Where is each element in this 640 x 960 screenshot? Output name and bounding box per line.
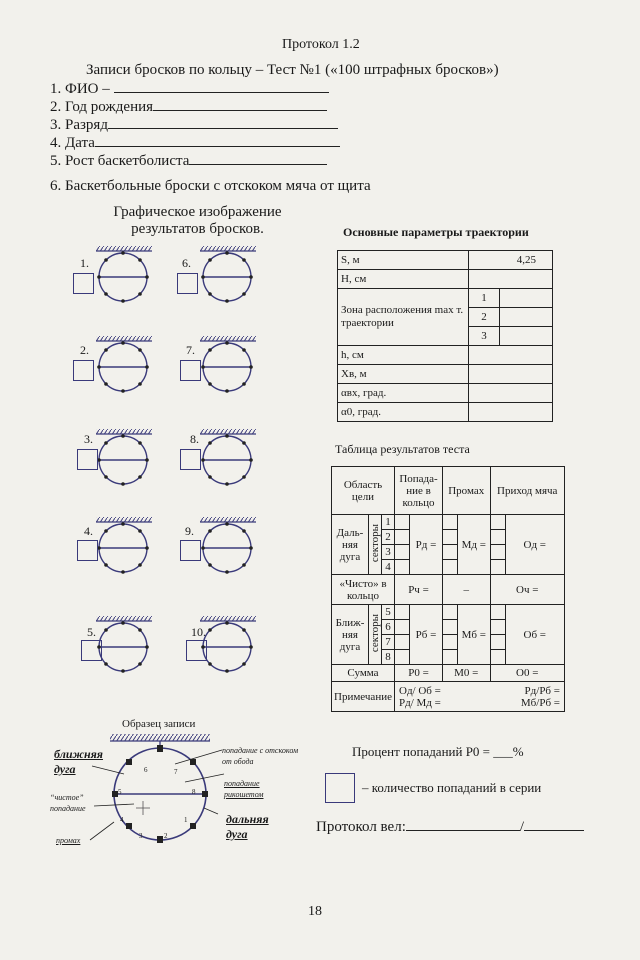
param-avx-value[interactable]: [469, 384, 553, 403]
sample-ricochet: попадание рикошетом: [224, 779, 264, 799]
sample-miss: промах: [56, 836, 81, 845]
ratio-mp: Mб/Pб =: [520, 696, 560, 709]
field-height[interactable]: 5. Рост баскетболиста: [50, 152, 327, 170]
far-miss-4[interactable]: [443, 560, 458, 575]
legend-box: [325, 773, 355, 803]
field-date[interactable]: 4. Дата: [50, 134, 340, 152]
far-sectors-label: секторы: [369, 523, 381, 563]
near-miss-7[interactable]: [443, 635, 458, 650]
head-area: Область цели: [332, 467, 395, 515]
sample-title: Образец записи: [122, 718, 196, 730]
near-sector-6: 6: [382, 620, 395, 635]
far-miss-1[interactable]: [443, 515, 458, 530]
near-hit-total: Pб =: [410, 605, 443, 665]
ratio-o: Oд/ Oб =: [399, 684, 441, 697]
params-title: Основные параметры траектории: [343, 225, 529, 239]
sum-hit: P0 =: [395, 665, 443, 682]
sample-num-4: 4: [120, 816, 124, 824]
sample-clean: “чистое” попадание: [50, 793, 86, 813]
hit-box-2[interactable]: [73, 360, 94, 381]
sum-arrive: O0 =: [490, 665, 565, 682]
param-H-label: H, см: [338, 270, 469, 289]
results-table: [331, 466, 565, 712]
far-hit-4[interactable]: [395, 560, 410, 575]
far-miss-total: Mд =: [458, 515, 491, 575]
field-birth-year[interactable]: 2. Год рождения: [50, 98, 327, 116]
param-avx-label: αвх, град.: [338, 384, 469, 403]
field-rank[interactable]: 3. Разряд: [50, 116, 338, 134]
ratio-p: Pд/Pб =: [524, 684, 560, 697]
far-arc-label: Даль-няя дуга: [332, 515, 369, 575]
sample-num-5: 5: [118, 788, 122, 796]
zone-3: 3: [469, 327, 500, 346]
shot-number-1: 1.: [80, 256, 89, 270]
near-miss-8[interactable]: [443, 650, 458, 665]
near-sector-7: 7: [382, 635, 395, 650]
hit-box-9[interactable]: [180, 540, 201, 561]
param-a0-value[interactable]: [469, 403, 553, 422]
param-zone-label: Зона расположения max т. траектории: [338, 289, 469, 346]
hit-box-8[interactable]: [180, 449, 201, 470]
protocol-number: Протокол 1.2: [282, 37, 360, 52]
hoop-10: [200, 616, 256, 673]
param-a0-label: α0, град.: [338, 403, 469, 422]
near-hit-5[interactable]: [395, 605, 410, 620]
hoop-1: [96, 246, 152, 303]
near-hit-8[interactable]: [395, 650, 410, 665]
sample-far-arc: дальняя дуга: [226, 812, 269, 841]
near-miss-6[interactable]: [443, 620, 458, 635]
shot-number-8: 8.: [190, 432, 199, 446]
near-hit-6[interactable]: [395, 620, 410, 635]
near-miss-5[interactable]: [443, 605, 458, 620]
hoop-8: [200, 429, 256, 486]
sample-hit-rim: попадание с отскоком от обода: [222, 746, 299, 766]
hit-box-4[interactable]: [77, 540, 98, 561]
hit-box-7[interactable]: [180, 360, 201, 381]
far-hit-1[interactable]: [395, 515, 410, 530]
shot-number-9: 9.: [185, 524, 194, 538]
param-xb-label: Xв, м: [338, 365, 469, 384]
note-ratios: [395, 682, 565, 712]
near-miss-total: Mб =: [458, 605, 491, 665]
near-arrive-7[interactable]: [490, 635, 505, 650]
far-miss-3[interactable]: [443, 545, 458, 560]
far-miss-2[interactable]: [443, 530, 458, 545]
zone-1-value[interactable]: [500, 289, 553, 308]
graphic-title: Графическое изображение результатов бросков.: [113, 204, 282, 237]
page-number: 18: [308, 904, 322, 919]
protocol-by-label: Протокол вел:: [316, 819, 406, 835]
clean-label: «Чисто» в кольцо: [332, 575, 395, 605]
far-hit-2[interactable]: [395, 530, 410, 545]
hit-box-1[interactable]: [73, 273, 94, 294]
far-arrive-4[interactable]: [490, 560, 505, 575]
near-arc-label: Ближ-няя дуга: [332, 605, 369, 665]
head-arrive: Приход мяча: [490, 467, 565, 515]
head-miss: Промах: [443, 467, 491, 515]
far-arrive-1[interactable]: [490, 515, 505, 530]
hoop-6: [200, 246, 256, 303]
near-sectors-label: секторы: [369, 613, 381, 653]
shot-number-4: 4.: [84, 524, 93, 538]
sample-num-7: 7: [174, 768, 178, 776]
percent-hits: Процент попаданий P0 = ___%: [352, 744, 524, 759]
sample-near-arc: ближняя дуга: [54, 747, 103, 776]
hit-box-3[interactable]: [77, 449, 98, 470]
hoop-7: [200, 336, 256, 393]
field-fio[interactable]: 1. ФИО –: [50, 80, 329, 98]
near-sector-5: 5: [382, 605, 395, 620]
sum-miss: M0 =: [443, 665, 491, 682]
zone-2-value[interactable]: [500, 308, 553, 327]
near-arrive-8[interactable]: [490, 650, 505, 665]
head-hit: Попада-ние в кольцо: [395, 467, 443, 515]
note-label: Примечание: [332, 682, 395, 712]
near-arrive-5[interactable]: [490, 605, 505, 620]
clean-miss: –: [443, 575, 491, 605]
sample-num-1: 1: [184, 816, 188, 824]
param-h-label: h, см: [338, 346, 469, 365]
shot-number-7: 7.: [186, 343, 195, 357]
sum-label: Сумма: [332, 665, 395, 682]
sample-num-2: 2: [164, 832, 168, 840]
legend-text: – количество попаданий в серии: [362, 780, 542, 795]
far-arrive-2[interactable]: [490, 530, 505, 545]
far-arrive-total: Oд =: [505, 515, 565, 575]
near-arrive-6[interactable]: [490, 620, 505, 635]
shot-number-5: 5.: [87, 625, 96, 639]
sample-num-6: 6: [144, 766, 148, 774]
near-sector-8: 8: [382, 650, 395, 665]
far-sector-4: 4: [382, 560, 395, 575]
shot-diagrams: [60, 240, 360, 710]
clean-hit: Pч =: [395, 575, 443, 605]
hoop-4: [96, 517, 152, 574]
sample-num-3: 3: [139, 832, 143, 840]
near-hit-7[interactable]: [395, 635, 410, 650]
param-s-label: S, м: [338, 251, 469, 270]
zone-3-value[interactable]: [500, 327, 553, 346]
shot-number-10: 10.: [191, 625, 206, 639]
far-arrive-3[interactable]: [490, 545, 505, 560]
hit-box-6[interactable]: [177, 273, 198, 294]
far-hit-3[interactable]: [395, 545, 410, 560]
far-sector-1: 1: [382, 515, 395, 530]
shot-number-2: 2.: [80, 343, 89, 357]
results-title: Таблица результатов теста: [335, 442, 470, 456]
near-arrive-total: Oб =: [505, 605, 565, 665]
zone-1: 1: [469, 289, 500, 308]
zone-2: 2: [469, 308, 500, 327]
param-H-value[interactable]: [469, 270, 553, 289]
hoop-2: [96, 336, 152, 393]
item-6-heading: 6. Баскетбольные броски с отскоком мяча от щита: [50, 178, 371, 194]
hoop-5: [96, 616, 152, 673]
hit-box-10[interactable]: [186, 640, 207, 661]
param-xb-value[interactable]: [469, 365, 553, 384]
clean-arrive: Oч =: [490, 575, 565, 605]
shot-number-6: 6.: [182, 256, 191, 270]
protocol-by[interactable]: Протокол вел: /: [316, 818, 584, 836]
sample-num-8: 8: [192, 788, 196, 796]
param-s-value: 4,25: [469, 251, 553, 270]
far-hit-total: Pд =: [410, 515, 443, 575]
hoop-9: [200, 517, 256, 574]
ratio-pm: Pд/ Mд =: [399, 696, 441, 709]
params-table: [337, 250, 553, 422]
hit-box-5[interactable]: [81, 640, 102, 661]
param-h-value[interactable]: [469, 346, 553, 365]
page-title: Записи бросков по кольцу – Тест №1 («100 штрафных бросков»): [86, 62, 499, 78]
shot-number-3: 3.: [84, 432, 93, 446]
far-sector-2: 2: [382, 530, 395, 545]
hoop-3: [96, 429, 152, 486]
far-sector-3: 3: [382, 545, 395, 560]
